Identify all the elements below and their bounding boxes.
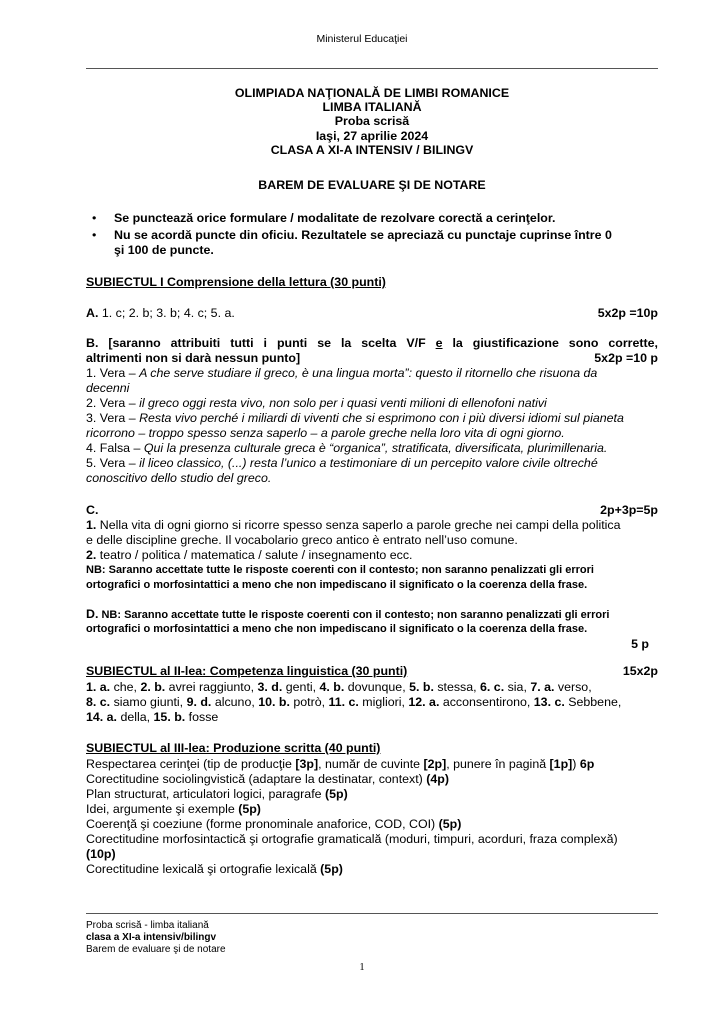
- footer-divider: [86, 913, 658, 914]
- s1-b-item-3-cont: ricorrono – troppo spesso senza saperlo – a parole greche nella loro vita di ogni giorno.: [86, 426, 565, 440]
- s2-answer-text: genti,: [282, 680, 320, 694]
- s2-answer-number: 11. c.: [328, 695, 359, 709]
- header-divider: [86, 68, 658, 69]
- s3-r5-text: Coerenţă şi coeziune (forme pronominale anaforice, COD, COI): [86, 817, 439, 831]
- s1-b-instr-a: [saranno attribuiti tutti i punti se la scelta V/F: [108, 336, 426, 350]
- s2-answer-text: avrei raggiunto,: [165, 680, 258, 694]
- s3-criterion-6-points: (10p): [86, 847, 116, 861]
- section-3-heading: SUBIECTUL al III-lea: Produzione scritta (40 punti): [86, 741, 381, 755]
- s2-answer-item: [86, 695, 187, 709]
- s1-a-label: A.: [86, 306, 99, 320]
- s2-answer-text: Sebbene,: [564, 695, 622, 709]
- s1-d-nb-text: NB: Saranno accettate tutte le risposte coerenti con il contesto; non saranno penalizzati gli errori: [101, 609, 610, 621]
- s1-b1-quote: A che serve studiare il greco, è una lingua morta: [139, 366, 405, 380]
- s2-answer-item: [534, 695, 622, 709]
- s1-c-item-1: [86, 518, 658, 533]
- s3-criterion-6: Corectitudine morfosintactică şi ortografie gramaticală (moduri, timpuri, acorduri, fraza complexă): [86, 832, 618, 846]
- s1-d-label: D.: [86, 607, 99, 621]
- s1-b4-quote: Qui la presenza culturale greca è “organica”, stratificata, diversificata, plurimillenaria.: [143, 441, 608, 455]
- s1-b-instruction-line2: altrimenti non si darà nessun punto]: [86, 351, 301, 365]
- s1-b4-prefix: 4. Falsa –: [86, 441, 141, 455]
- s1-c1-text: Nella vita di ogni giorno si ricorre spesso senza saperlo a parole greche nei campi della politica: [99, 518, 621, 532]
- s2-answer-number: 14. a.: [86, 710, 118, 724]
- s2-answer-number: 3. d.: [257, 680, 283, 694]
- s1-b2-prefix: 2. Vera –: [86, 396, 136, 410]
- footer-line-3: Barem de evaluare şi de notare: [86, 944, 226, 955]
- s2-answer-number: 7. a.: [530, 680, 555, 694]
- s1-c1-num: 1.: [86, 518, 97, 532]
- s1-b-item-3: [86, 411, 658, 426]
- s2-answer-number: 6. c.: [480, 680, 505, 694]
- s1-c2-num: 2.: [86, 548, 97, 562]
- s1-b5-prefix: 5. Vera –: [86, 456, 136, 470]
- s1-b-instruction-line1: [86, 336, 658, 351]
- s2-answer-number: 9. d.: [186, 695, 212, 709]
- s2-answer-item: [328, 695, 408, 709]
- s2-answer-number: 4. b.: [319, 680, 345, 694]
- s3-criterion-1: [86, 757, 658, 772]
- s1-b-item-4: [86, 441, 658, 456]
- s2-answer-text: dovunque,: [344, 680, 410, 694]
- s1-c-label: C.: [86, 503, 99, 517]
- ministry-header: Ministerul Educaţiei: [316, 33, 408, 45]
- s2-answer-item: [409, 680, 480, 694]
- s3-r1-t1: Respectarea cerinţei (tip de producţie: [86, 757, 296, 771]
- s2-answer-item: [530, 680, 591, 694]
- s1-b-instr-e: e: [435, 336, 443, 350]
- s2-answer-text: acconsentirono,: [439, 695, 534, 709]
- s2-answer-text: verso,: [554, 680, 592, 694]
- s3-r1-p4: 6p: [579, 757, 595, 771]
- s2-answer-number: 2. b.: [140, 680, 166, 694]
- section-2-heading: SUBIECTUL al II-lea: Competenza linguistica (30 punti): [86, 664, 408, 678]
- s3-r2-points: (4p): [426, 772, 449, 786]
- s1-b-item-2: [86, 396, 658, 411]
- s1-b1-rest: ”: questo il ritornello che risuona da: [404, 366, 598, 380]
- s2-answer-item: [408, 695, 533, 709]
- s2-answer-text: potrò,: [289, 695, 329, 709]
- s2-answer-text: della,: [117, 710, 154, 724]
- s3-r4-points: (5p): [238, 802, 261, 816]
- s3-r1-p1: [3p]: [295, 757, 319, 771]
- s1-d-score: 5 p: [631, 637, 649, 651]
- s1-c-item-1-cont: e delle discipline greche. Il vocabolario greco antico è entrato nell’uso comune.: [86, 533, 518, 547]
- s2-answer-item: [480, 680, 530, 694]
- bullet-item-2: [86, 228, 658, 260]
- s2-answer-number: 1. a.: [86, 680, 111, 694]
- bullet-item-1: [86, 211, 658, 227]
- s2-answer-number: 13. c.: [533, 695, 565, 709]
- s2-answer-text: fosse: [185, 710, 219, 724]
- s1-a-answers-line: [86, 306, 658, 321]
- s3-criterion-3: [86, 787, 658, 802]
- s1-c2-text: teatro / politica / matematica / salute / insegnamento ecc.: [99, 548, 413, 562]
- s1-a-score: 5x2p =10p: [597, 306, 658, 320]
- s3-criterion-4: [86, 802, 658, 817]
- s1-c-score: 2p+3p=5p: [600, 503, 658, 517]
- s1-b-instr-b: la giustificazione sono corrette,: [452, 336, 658, 350]
- s2-answer-text: migliori,: [358, 695, 409, 709]
- s1-b2-quote: il greco oggi resta vivo, non solo per i quasi venti milioni di ellenofoni nativi: [139, 396, 547, 410]
- s2-answer-item: [258, 695, 328, 709]
- s1-c-item-2: [86, 548, 658, 563]
- s2-answer-item: [258, 680, 320, 694]
- s2-answer-number: 8. c.: [86, 695, 111, 709]
- title-line-3: Proba scrisă: [334, 114, 410, 128]
- s2-answer-item: [154, 710, 219, 724]
- s3-r1-p2: [2p]: [423, 757, 447, 771]
- bullet-text-2a: Nu se acordă puncte din oficiu. Rezultatele se apreciază cu punctaje cuprinse între 0: [114, 228, 612, 242]
- bullet-text-1: Se punctează orice formulare / modalitate de rezolvare corectă a cerinţelor.: [114, 211, 556, 225]
- s1-d-nb-line1: [86, 607, 658, 623]
- s2-answer-item: [140, 680, 257, 694]
- s1-b-label: B.: [86, 336, 99, 350]
- page-number: 1: [359, 962, 365, 973]
- title-line-4: Iaşi, 27 aprilie 2024: [315, 129, 429, 143]
- s2-answer-text: alcuno,: [211, 695, 259, 709]
- s2-answer-item: [320, 680, 410, 694]
- bullet-icon: •: [92, 228, 97, 242]
- s3-r7-points: (5p): [320, 862, 343, 876]
- s1-b3-prefix: 3. Vera –: [86, 411, 136, 425]
- bullet-icon: •: [92, 211, 97, 225]
- s2-score: 15x2p: [622, 664, 658, 678]
- title-line-2: LIMBA ITALIANĂ: [322, 100, 422, 114]
- s1-c-nb-line2: ortografici o morfosintattici a meno che non impediscano il significato o la coerenza della frase.: [86, 579, 588, 591]
- s1-c-nb-line1: NB: Saranno accettate tutte le risposte coerenti con il contesto; non saranno penalizzati gli errori: [86, 564, 594, 576]
- s1-c-label-text: C: [86, 503, 95, 517]
- s1-b-item-1: [86, 366, 658, 381]
- s2-answer-number: 10. b.: [258, 695, 290, 709]
- title-line-5: CLASA A XI-A INTENSIV / BILINGV: [270, 143, 474, 157]
- s3-r5-points: (5p): [438, 817, 462, 831]
- bullet-text-2b: şi 100 de puncte.: [114, 243, 214, 257]
- s1-b-score: 5x2p =10 p: [594, 351, 658, 365]
- s1-a-answers: 1. c; 2. b; 3. b; 4. c; 5. a.: [101, 306, 235, 320]
- s1-b5-quote: il liceo classico, (...) resta l’unico a testimoniare di un percepito valore civile oltreché: [139, 456, 598, 470]
- section-1-heading: SUBIECTUL I Comprensione della lettura (30 punti): [86, 275, 386, 289]
- s2-answers-line1: [86, 680, 658, 695]
- s3-criterion-5: [86, 817, 658, 832]
- s2-answer-number: 5. b.: [409, 680, 434, 694]
- s1-b-item-5-cont: conoscitivo dello studio del greco.: [86, 471, 272, 485]
- s2-answer-text: stessa,: [433, 680, 481, 694]
- document-subtitle: BAREM DE EVALUARE ŞI DE NOTARE: [258, 178, 486, 192]
- s2-answer-text: che,: [110, 680, 141, 694]
- s3-r3-points: (5p): [324, 787, 348, 801]
- title-line-1: OLIMPIADA NAŢIONALĂ DE LIMBI ROMANICE: [234, 86, 510, 100]
- s3-r7-text: Corectitudine lexicală şi ortografie lexicală: [86, 862, 321, 876]
- s1-d-nb-line2: ortografici o morfosintattici a meno che non impediscano il significato o la coerenza della frase.: [86, 623, 588, 635]
- s2-answer-number: 15. b.: [153, 710, 186, 724]
- s2-answer-text: sia,: [504, 680, 531, 694]
- s2-answer-number: 12. a.: [408, 695, 440, 709]
- s3-r1-t3: , punere în pagină: [446, 757, 550, 771]
- s3-r1-p3: [1p]: [549, 757, 573, 771]
- s1-b1-prefix: 1. Vera –: [86, 366, 136, 380]
- s3-r3-text: Plan structurat, articulatori logici, paragrafe: [86, 787, 325, 801]
- s1-b-item-5: [86, 456, 658, 471]
- s3-criterion-2: [86, 772, 658, 787]
- s2-answer-item: [86, 680, 140, 694]
- s2-answer-item: [86, 710, 154, 724]
- s1-b3-quote: Resta vivo perché i miliardi di viventi che si esprimono con i più diversi idiomi sul pianeta: [139, 411, 624, 425]
- footer-line-2: clasa a XI-a intensiv/bilingv: [86, 932, 217, 943]
- s2-answers-line2: [86, 695, 658, 710]
- s3-r4-text: Idei, argumente şi exemple: [86, 802, 239, 816]
- s2-answers-line3: [86, 710, 658, 725]
- s3-criterion-7: [86, 862, 658, 877]
- footer-line-1: Proba scrisă - limba italiană: [86, 920, 209, 931]
- s2-answer-item: [187, 695, 259, 709]
- s1-b-item-1-cont: decenni: [86, 381, 130, 395]
- s3-r2-text: Corectitudine sociolingvistică (adaptare la destinatar, context): [86, 772, 427, 786]
- s2-answer-text: siamo giunti,: [110, 695, 187, 709]
- s3-r1-t2: , număr de cuvinte: [318, 757, 424, 771]
- s3-r1-t4: ): [572, 757, 580, 771]
